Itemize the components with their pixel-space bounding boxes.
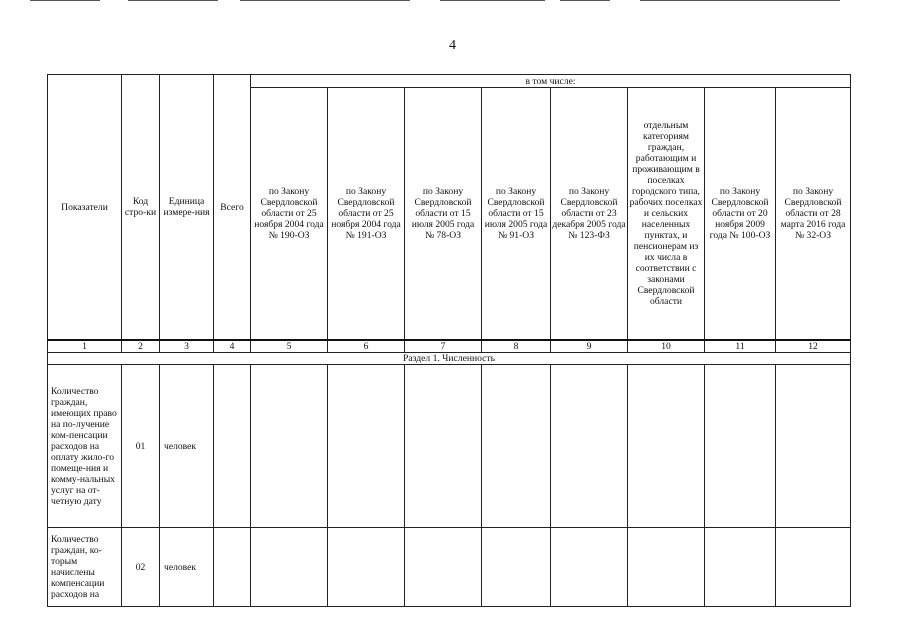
column-number: 11 [705,340,776,353]
value-cell[interactable] [776,528,851,607]
column-number: 8 [482,340,551,353]
value-cell[interactable] [551,365,628,528]
header-law-78: по Закону Свердловской области от 15 июля 2005 года № 78-ОЗ [405,88,482,341]
top-rule [640,0,840,1]
unit-cell: человек [160,365,214,528]
column-number: 2 [122,340,160,353]
value-cell[interactable] [405,528,482,607]
column-number: 7 [405,340,482,353]
column-number: 1 [48,340,122,353]
value-cell[interactable] [251,528,328,607]
value-cell[interactable] [628,528,705,607]
header-law-91: по Закону Свердловской области от 15 июля 2005 года № 91-ОЗ [482,88,551,341]
value-cell[interactable] [405,365,482,528]
column-number: 5 [251,340,328,353]
header-including: в том числе: [251,75,851,88]
header-law-190: по Закону Свердловской области от 25 ноября 2004 года № 190-ОЗ [251,88,328,341]
header-law-32: по Закону Свердловской области от 28 марта 2016 года № 32-ОЗ [776,88,851,341]
indicator-cell: Количество граждан, ко-торым начислены компенсации расходов на [48,528,122,607]
column-number: 4 [214,340,251,353]
column-number: 3 [160,340,214,353]
value-cell[interactable] [214,528,251,607]
value-cell[interactable] [551,528,628,607]
top-rule [240,0,410,1]
header-indicators: Показатели [48,75,122,341]
value-cell[interactable] [251,365,328,528]
value-cell[interactable] [214,365,251,528]
table-row [48,528,851,607]
value-cell[interactable] [628,365,705,528]
column-number: 10 [628,340,705,353]
indicator-cell: Количество граждан, имеющих право на по-лучение ком-пенсации расходов на оплату жило-го помеще-ния и комму-нальных услуг на от-четную дату [48,365,122,528]
top-rule [560,0,610,1]
value-cell[interactable] [776,365,851,528]
column-number: 9 [551,340,628,353]
header-row-code: Код стро-ки [122,75,160,341]
value-cell[interactable] [328,365,405,528]
value-cell[interactable] [482,365,551,528]
column-number: 6 [328,340,405,353]
table-row [48,365,851,528]
header-total: Всего [214,75,251,341]
row-code-cell: 01 [122,365,160,528]
top-rule [128,0,218,1]
header-law-191: по Закону Свердловской области от 25 ноября 2004 года № 191-ОЗ [328,88,405,341]
row-code-cell: 02 [122,528,160,607]
page-number: 4 [449,38,456,53]
column-number: 12 [776,340,851,353]
value-cell[interactable] [482,528,551,607]
header-law-123: по Закону Свердловской области от 23 декабря 2005 года № 123-ФЗ [551,88,628,341]
unit-cell: человек [160,528,214,607]
value-cell[interactable] [705,365,776,528]
section-title: Раздел 1. Численность [48,353,851,365]
top-rule [30,0,100,1]
header-law-100: по Закону Свердловской области от 20 ноября 2009 года № 100-ОЗ [705,88,776,341]
value-cell[interactable] [705,528,776,607]
header-rural-categories: отдельным категориям граждан, работающим и проживающим в поселках городского типа, рабочих поселках и сельских населенных пунктах, и пенсионерам из их числа в соответствии с законами Свердловской области [628,88,705,341]
header-unit: Единица измере-ния [160,75,214,341]
report-table [47,74,851,607]
top-rule [440,0,545,1]
value-cell[interactable] [328,528,405,607]
